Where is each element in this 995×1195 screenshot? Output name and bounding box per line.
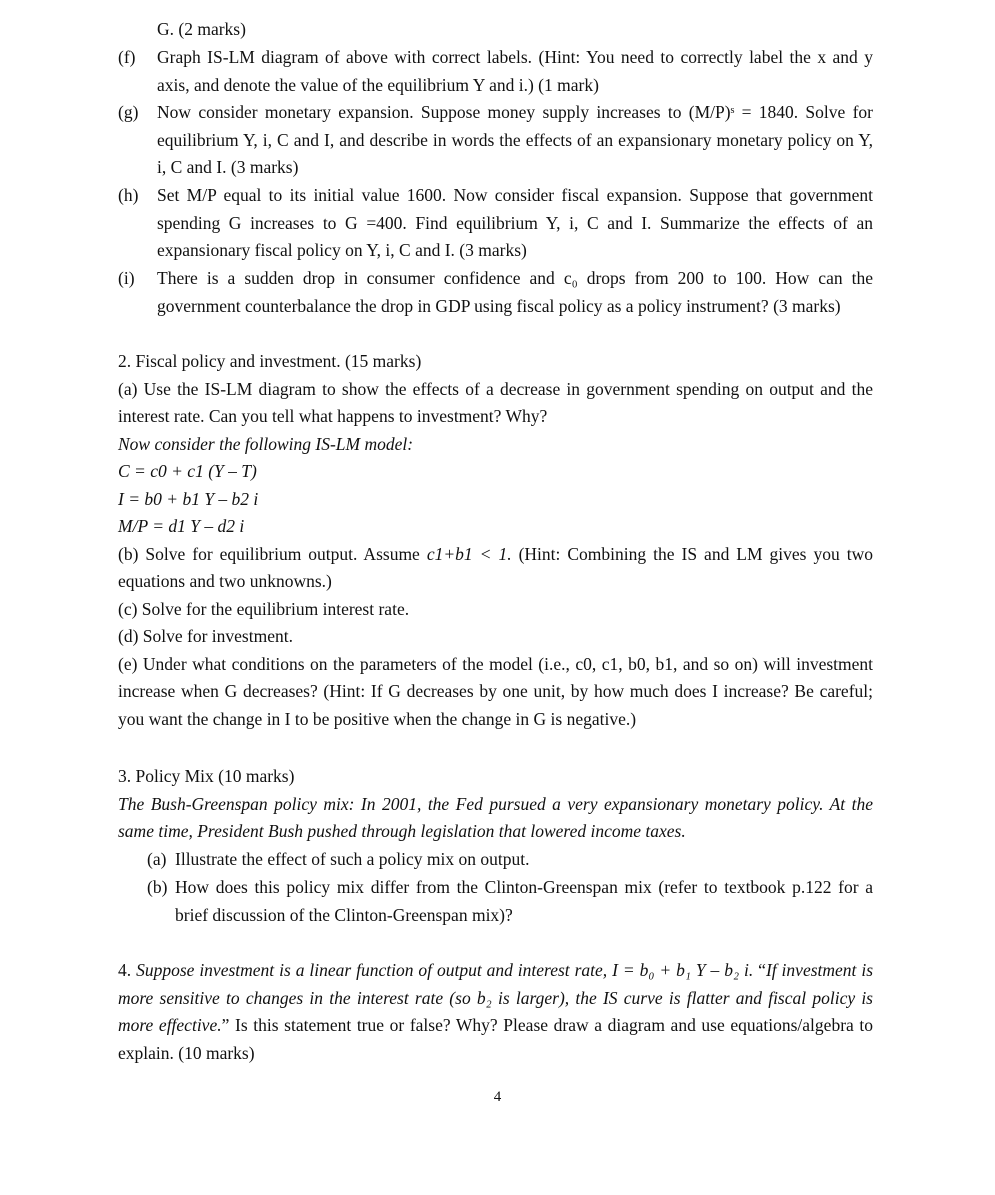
q2-part-a: (a) Use the IS-LM diagram to show the effects of a decrease in government spending on output and the interest rate. Can you tell what happens to investment? Why? [118,378,873,426]
q3-item-b [147,874,873,929]
q3-intro: The Bush-Greenspan policy mix: In 2001, the Fed pursued a very expansionary monetary policy. At the same time, President Bush pushed through legislation that lowered income taxes. [118,793,873,841]
page-number: 4 [493,1089,502,1105]
q1-item-f [118,44,873,99]
q4-block: 4. Suppose investment is a linear function of output and interest rate, I = b₀ + b₁ Y – b₂ i. “If investment is more sensitive to changes in the interest rate (so b₂ is larger), the IS curve is flatter and fiscal policy is more effective.” Is this statement true or false? Why? Please draw a diagram and use equations/algebra to explain. (10 marks) [118,960,874,1063]
item-text: Illustrate the effect of such a policy mix on output. [175,849,530,869]
item-label: (f) [118,47,136,67]
q3-block [118,763,873,846]
item-text: There is a sudden drop in consumer confidence and c₀ drops from 200 to 100. How can the government counterbalance the drop in GDP using fiscal policy as a policy instrument? (3 marks) [157,268,873,316]
item-text: How does this policy mix differ from the Clinton-Greenspan mix (refer to textbook p.122 for a brief discussion of the Clinton-Greenspan mix)? [175,877,873,925]
q3-heading: 3. Policy Mix (10 marks) [118,766,295,786]
item-label: (i) [118,268,135,288]
item-text: Graph IS-LM diagram of above with correct labels. (Hint: You need to correctly label the x and y axis, and denote the value of the equilibrium Y and i.) (1 mark) [157,47,873,95]
q2-part-d: (d) Solve for investment. [118,626,293,646]
q2-block [118,348,873,733]
item-label: (h) [118,185,139,205]
q1-item-h [118,182,873,265]
q2-equation-money: M/P = d1 Y – d2 i [118,516,245,536]
item-text: Set M/P equal to its initial value 1600. Now consider fiscal expansion. Suppose that government spending G increases to G =400. Find equilibrium Y, i, C and I. Summarize the effects of an expansionary fiscal policy on Y, i, C and I. (3 marks) [157,185,873,260]
q2-part-c: (c) Solve for the equilibrium interest rate. [118,598,410,619]
item-label: (b) [147,877,168,897]
q2-part-b: (b) Solve for equilibrium output. Assume c1+b1 < 1. (Hint: Combining the IS and LM gives you two equations and two unknowns.) [118,543,873,591]
item-label: (g) [118,102,139,122]
q2-part-b-condition: c1+b1 < 1. [426,543,512,564]
q2-part-e: (e) Under what conditions on the parameters of the model (i.e., c0, c1, b0, b1, and so on) will investment increase when G decreases? (Hint: If G decreases by one unit, by how much does I increase? Be careful; you want the change in I to be positive when the change in G is negative.) [118,653,873,729]
q4-number: 4. [118,960,132,980]
q1-item-g [118,99,873,182]
item-text: Now consider monetary expansion. Suppose money supply increases to (M/P)ˢ = 1840. Solve for equilibrium Y, i, C and I, and describe in words the effects of an expansionary monetary policy on Y, i, C and I. (3 marks) [157,102,873,177]
q2-equation-consumption: C = c0 + c1 (Y – T) [118,461,257,481]
q1-item-i [118,265,873,320]
top-line: G. (2 marks) [157,19,246,39]
q4-quote: If investment is more sensitive to changes in the interest rate (so b₂ is larger), the IS curve is flatter and fiscal policy is more effective. [118,960,874,1035]
q4-italic-statement: Suppose investment is a linear function of output and interest rate, I = b₀ + b₁ Y – b₂ i. [136,960,754,980]
q2-equation-investment: I = b0 + b1 Y – b2 i [118,488,259,509]
q2-model-intro: Now consider the following IS-LM model: [118,433,414,454]
item-label: (a) [147,849,167,869]
q2-heading: 2. Fiscal policy and investment. (15 marks) [118,351,422,371]
q4-rest: Is this statement true or false? Why? Please draw a diagram and use equations/algebra to explain. (10 marks) [118,1015,874,1063]
q3-item-a [147,846,873,874]
